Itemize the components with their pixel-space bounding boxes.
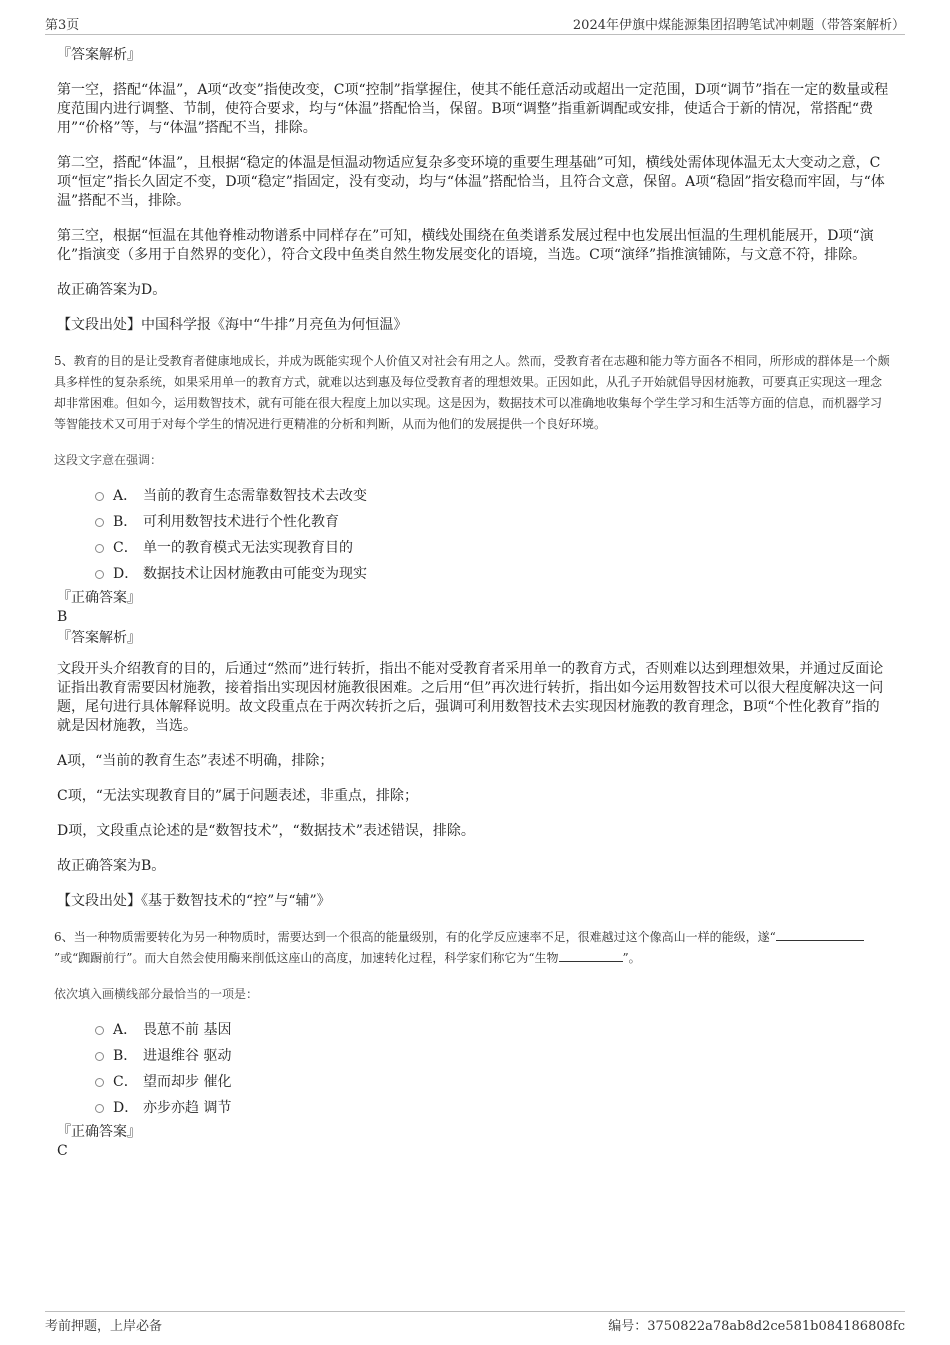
question-5-number: 5、	[54, 354, 74, 368]
option-d[interactable]: D． 亦步亦趋 调节	[95, 1095, 893, 1121]
footer-slogan: 考前押题，上岸必备	[45, 1319, 163, 1334]
q4-analysis-paragraph-3: 第三空，根据“恒温在其他脊椎动物谱系中同样存在”可知，横线处围绕在鱼类谱系发展过程中也发展出恒温的生理机能展开，D项“演化”指演变（多用于自然界的变化），符合文段中鱼类自然生物发展变化的语境，当选。C项“演绎”指推演铺陈，与文意不符，排除。	[57, 228, 874, 263]
question-6-options	[57, 1017, 893, 1121]
radio-icon[interactable]	[95, 518, 104, 527]
question-5-options	[57, 483, 893, 587]
fill-blank-2	[559, 949, 623, 962]
document-id: 编号：3750822a78ab8d2ce581b084186808fc	[608, 1319, 905, 1334]
q4-conclusion: 故正确答案为D。	[57, 282, 167, 298]
document-title: 2024年伊旗中煤能源集团招聘笔试冲刺题（带答案解析）	[572, 18, 905, 33]
option-b[interactable]: B． 进退维谷 驱动	[95, 1043, 893, 1069]
q4-source: 【文段出处】中国科学报《海中“牛排”月亮鱼为何恒温》	[57, 317, 408, 333]
radio-icon[interactable]	[95, 1078, 104, 1087]
radio-icon[interactable]	[95, 1026, 104, 1035]
q4-analysis-label: 『答案解析』	[57, 47, 141, 63]
question-5-prompt: 这段文字意在强调：	[54, 453, 163, 467]
q6-answer: C	[57, 1143, 68, 1159]
q5-answer-label: 『正确答案』	[57, 590, 141, 606]
option-c[interactable]: C． 望而却步 催化	[95, 1069, 893, 1095]
radio-icon[interactable]	[95, 1052, 104, 1061]
q5-analysis-label: 『答案解析』	[57, 630, 141, 646]
option-a[interactable]: A． 畏葸不前 基因	[95, 1017, 893, 1043]
question-6-number: 6、	[54, 930, 74, 944]
question-5-body: 教育的目的是让受教育者健康地成长，并成为既能实现个人价值又对社会有用之人。然而，受教育者在志趣和能力等方面各不相同，所形成的群体是一个颇具多样性的复杂系统，如果采用单一的教育方式，就难以达到惠及每位受教育者的理想效果。正因如此，从孔子开始就倡导因材施教，可要真正实现这一理念却非常困难。但如今，运用数智技术，就有可能在很大程度上加以实现。这是因为，数据技术可以准确地收集每个学生学习和生活等方面的信息，而机器学习等智能技术又可用于对每个学生的情况进行更精准的分析和判断，从而为他们的发展提供一个良好环境。	[54, 354, 890, 431]
radio-icon[interactable]	[95, 570, 104, 579]
page-number: 第3页	[45, 18, 80, 33]
q6-answer-label: 『正确答案』	[57, 1124, 141, 1140]
question-6-text: 6、当一种物质需要转化为另一种物质时，需要达到一个很高的能量级别，有的化学反应速率不足，很难越过这个像高山一样的能级，遂“”或“踟蹰前行”。而大自然会使用酶来削低这座山的高度，加速转化过程，科学家们称它为“生物 ”。	[54, 927, 893, 969]
radio-icon[interactable]	[95, 492, 104, 501]
q5-analysis-a: A项，“当前的教育生态”表述不明确，排除；	[57, 753, 334, 769]
fill-blank-1	[776, 928, 864, 941]
q5-analysis-c: C项，“无法实现教育目的”属于问题表述，非重点，排除；	[57, 788, 419, 804]
option-b[interactable]: B． 可利用数智技术进行个性化教育	[95, 509, 893, 535]
q5-analysis-paragraph: 文段开头介绍教育的目的，后通过“然而”进行转折，指出不能对受教育者采用单一的教育方式，否则难以达到理想效果，并通过反面论证指出教育需要因材施教，接着指出实现因材施教很困难。之后用“但”再次进行转折，指出如今运用数智技术可以很大程度解决这一问题，尾句进行具体解释说明。故文段重点在于两次转折之后，强调可利用数智技术去实现因材施教的教育理念，B项“个性化教育”指的就是因材施教，当选。	[57, 661, 884, 734]
page-content	[54, 44, 893, 1161]
radio-icon[interactable]	[95, 1104, 104, 1113]
q5-answer: B	[57, 609, 68, 625]
option-d[interactable]: D． 数据技术让因材施教由可能变为现实	[95, 561, 893, 587]
q5-conclusion: 故正确答案为B。	[57, 858, 166, 874]
question-5-text	[54, 351, 893, 435]
question-6-prompt: 依次填入画横线部分最恰当的一项是：	[54, 987, 259, 1001]
q5-source: 【文段出处】《基于数智技术的“控”与“辅”》	[57, 893, 331, 909]
q5-analysis-d: D项，文段重点论述的是“数智技术”，“数据技术”表述错误，排除。	[57, 823, 475, 839]
q4-analysis-paragraph-2: 第二空，搭配“体温”，且根据“稳定的体温是恒温动物适应复杂多变环境的重要生理基础”可知，横线处需体现体温无太大变动之意，C项“恒定”指长久固定不变，D项“稳定”指固定，没有变动，均与“体温”搭配恰当，且符合文意，保留。A项“稳固”指安稳而牢固，与“体温”搭配不当，排除。	[57, 155, 885, 209]
option-a[interactable]: A． 当前的教育生态需靠数智技术去改变	[95, 483, 893, 509]
option-c[interactable]: C． 单一的教育模式无法实现教育目的	[95, 535, 893, 561]
radio-icon[interactable]	[95, 544, 104, 553]
page-header	[45, 12, 905, 35]
page-footer	[45, 1311, 905, 1336]
q4-analysis-paragraph-1: 第一空，搭配“体温”，A项“改变”指使改变，C项“控制”指掌握住，使其不能任意活动或超出一定范围，D项“调节”指在一定的数量或程度范围内进行调整、节制，使符合要求，均与“体温”搭配恰当，保留。B项“调整”指重新调配或安排，使适合于新的情况，常搭配“费用”“价格”等，与“体温”搭配不当，排除。	[57, 82, 889, 136]
